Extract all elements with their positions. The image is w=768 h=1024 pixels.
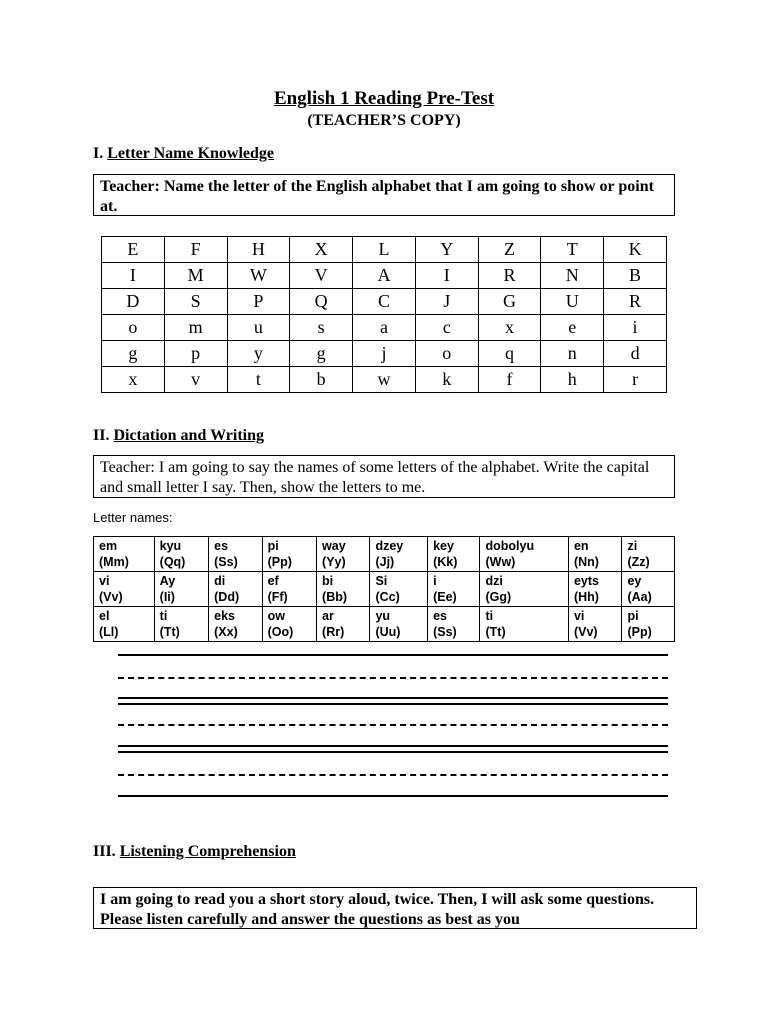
letter-pair: (Rr) (322, 625, 345, 639)
letter-name: key (433, 539, 454, 553)
letter-name-cell (370, 607, 428, 642)
letter-cell: u (227, 315, 290, 341)
writing-line-solid (118, 654, 668, 656)
letter-cell: X (290, 237, 353, 263)
letter-cell: U (541, 289, 604, 315)
letter-name: ef (267, 574, 279, 588)
letter-cell: B (604, 263, 667, 289)
writing-line-dashed (118, 677, 668, 679)
letter-name-cell (568, 607, 621, 642)
letter-pair: (Zz) (627, 555, 650, 569)
letter-name: es (433, 609, 447, 623)
letter-cell: A (353, 263, 416, 289)
letter-cell: T (541, 237, 604, 263)
letter-pair: (Ww) (485, 555, 516, 569)
letter-pair: (Pp) (627, 625, 652, 639)
letter-pair: (Ss) (433, 625, 457, 639)
letter-name: ti (485, 609, 494, 623)
letter-cell: f (478, 367, 541, 393)
writing-line-solid (118, 795, 668, 797)
letter-name-cell (262, 572, 316, 607)
letter-name-cell (154, 607, 208, 642)
letter-name: pi (267, 539, 279, 553)
letter-name: vi (99, 574, 110, 588)
letter-cell: p (164, 341, 227, 367)
letter-name-cell (480, 537, 569, 572)
letter-names-row (94, 572, 675, 607)
letter-name: way (322, 539, 346, 553)
letter-cell: q (478, 341, 541, 367)
letter-name-cell (428, 537, 480, 572)
letter-grid-row (102, 263, 667, 289)
letter-name: el (99, 609, 110, 623)
letter-name: em (99, 539, 118, 553)
letter-cell: R (478, 263, 541, 289)
letter-names-label: Letter names: (93, 510, 173, 525)
letter-pair: (Yy) (322, 555, 346, 569)
letter-name-cell (94, 607, 155, 642)
letter-cell: K (604, 237, 667, 263)
letter-name: es (214, 539, 229, 553)
letter-cell: j (353, 341, 416, 367)
letter-pair: (Pp) (267, 555, 292, 569)
letter-name-cell (428, 607, 480, 642)
writing-line-solid (118, 703, 668, 705)
letter-grid-row (102, 367, 667, 393)
letter-cell: F (164, 237, 227, 263)
letter-cell: L (353, 237, 416, 263)
letter-cell: Z (478, 237, 541, 263)
letter-pair: (Nn) (573, 555, 599, 569)
letter-name: pi (627, 609, 639, 623)
letter-name: dzi (485, 574, 503, 588)
letter-pair: (Uu) (375, 625, 401, 639)
section-1-heading (93, 145, 274, 163)
letter-cell: y (227, 341, 290, 367)
letter-name: eyts (573, 574, 600, 588)
letter-name: yu (375, 609, 391, 623)
letter-name-cell (209, 607, 262, 642)
letter-name: dobolyu (485, 539, 535, 553)
letter-pair: (Vv) (99, 590, 123, 604)
letter-pair: (Ss) (214, 555, 238, 569)
letter-cell: r (604, 367, 667, 393)
letter-pair: (Xx) (214, 625, 238, 639)
section-1-title: Letter Name Knowledge (107, 145, 275, 162)
letter-cell: Y (415, 237, 478, 263)
letter-name-cell (317, 537, 370, 572)
letter-name-cell (317, 607, 370, 642)
letter-pair: (Ll) (99, 625, 119, 639)
letter-pair: (Aa) (627, 590, 652, 604)
letter-cell: w (353, 367, 416, 393)
letter-pair: (Bb) (322, 590, 348, 604)
letter-cell: S (164, 289, 227, 315)
letter-cell: M (164, 263, 227, 289)
letter-grid-row (102, 341, 667, 367)
section-2-number: II. (93, 427, 110, 444)
letter-grid-row (102, 289, 667, 315)
letter-cell: G (478, 289, 541, 315)
letter-pair: (Dd) (214, 590, 240, 604)
letter-name-cell (262, 607, 316, 642)
section-1-instruction: Teacher: Name the letter of the English alphabet that I am going to show or point at. (93, 174, 675, 216)
letter-cell: e (541, 315, 604, 341)
letter-cell: I (102, 263, 165, 289)
letter-cell: N (541, 263, 604, 289)
letter-names-row (94, 537, 675, 572)
letter-cell: V (290, 263, 353, 289)
writing-line-solid (118, 751, 668, 753)
letter-name: Ay (159, 574, 176, 588)
section-3-instruction: I am going to read you a short story aloud, twice. Then, I will ask some questions. Please listen carefully and answer the questions as best as you (93, 887, 697, 929)
letter-name: zi (627, 539, 638, 553)
letter-name: bi (322, 574, 334, 588)
letter-cell: H (227, 237, 290, 263)
letter-name: ey (627, 574, 642, 588)
letter-pair: (Oo) (267, 625, 294, 639)
letter-cell: x (102, 367, 165, 393)
letter-cell: g (102, 341, 165, 367)
letter-name-cell (622, 572, 675, 607)
writing-line-solid (118, 745, 668, 747)
letter-cell: I (415, 263, 478, 289)
letter-cell: v (164, 367, 227, 393)
letter-name-cell (622, 607, 675, 642)
letter-pair: (Tt) (485, 625, 506, 639)
letter-cell: i (604, 315, 667, 341)
letter-cell: k (415, 367, 478, 393)
letter-name-cell (428, 572, 480, 607)
letter-grid-row (102, 237, 667, 263)
letter-pair: (Ii) (159, 590, 175, 604)
letter-name-cell (154, 537, 208, 572)
letter-name-cell (317, 572, 370, 607)
letter-cell: C (353, 289, 416, 315)
letter-name-cell (480, 572, 569, 607)
letter-name-cell (154, 572, 208, 607)
letter-name: kyu (159, 539, 182, 553)
letter-name: ow (267, 609, 285, 623)
letter-pair: (Ee) (433, 590, 457, 604)
letter-cell: d (604, 341, 667, 367)
letter-name-cell (94, 537, 155, 572)
letter-name: di (214, 574, 226, 588)
letter-pair: (Mm) (99, 555, 129, 569)
letter-grid-row (102, 315, 667, 341)
letter-cell: a (353, 315, 416, 341)
writing-line-solid (118, 697, 668, 699)
letter-cell: o (102, 315, 165, 341)
letter-name-cell (262, 537, 316, 572)
letter-pair: (Vv) (573, 625, 598, 639)
letter-pair: (Gg) (485, 590, 512, 604)
letter-cell: P (227, 289, 290, 315)
section-2-instruction: Teacher: I am going to say the names of some letters of the alphabet. Write the capital and small letter I say. Then, show the letters to me. (93, 455, 675, 498)
letter-name: dzey (375, 539, 404, 553)
section-2-heading (93, 427, 264, 445)
letter-name: i (433, 574, 437, 588)
letter-cell: W (227, 263, 290, 289)
letter-cell: R (604, 289, 667, 315)
letter-name: ar (322, 609, 334, 623)
letter-name-cell (480, 607, 569, 642)
letter-cell: c (415, 315, 478, 341)
letter-name-cell (209, 572, 262, 607)
letter-name-cell (370, 537, 428, 572)
letter-cell: m (164, 315, 227, 341)
letter-pair: (Ff) (267, 590, 288, 604)
writing-line-dashed (118, 774, 668, 776)
page-subtitle: (TEACHER’S COPY) (307, 112, 461, 129)
section-3-number: III. (93, 843, 116, 860)
letter-name-cell (568, 572, 621, 607)
letter-cell: b (290, 367, 353, 393)
section-2-title: Dictation and Writing (113, 427, 264, 444)
letter-cell: Q (290, 289, 353, 315)
letter-name: vi (573, 609, 585, 623)
letter-cell: s (290, 315, 353, 341)
page-title: English 1 Reading Pre-Test (273, 88, 495, 109)
letter-names-row (94, 607, 675, 642)
section-1-number: I. (93, 145, 104, 162)
letter-name: Si (375, 574, 388, 588)
letter-pair: (Qq) (159, 555, 186, 569)
letter-cell: o (415, 341, 478, 367)
letter-pair: (Jj) (375, 555, 395, 569)
letter-name-cell (94, 572, 155, 607)
letter-pair: (Tt) (159, 625, 180, 639)
letter-cell: E (102, 237, 165, 263)
letter-grid (101, 236, 667, 393)
letter-pair: (Hh) (573, 590, 599, 604)
letter-name: en (573, 539, 589, 553)
letter-pair: (Kk) (433, 555, 458, 569)
letter-cell: D (102, 289, 165, 315)
letter-name-cell (370, 572, 428, 607)
letter-name: eks (214, 609, 235, 623)
letter-pair: (Cc) (375, 590, 400, 604)
letter-cell: t (227, 367, 290, 393)
letter-cell: g (290, 341, 353, 367)
letter-cell: x (478, 315, 541, 341)
section-3-title: Listening Comprehension (119, 843, 296, 860)
letter-name-cell (568, 537, 621, 572)
letter-name-cell (622, 537, 675, 572)
letter-cell: J (415, 289, 478, 315)
letter-name: ti (159, 609, 168, 623)
writing-line-dashed (118, 724, 668, 726)
section-3-heading (93, 843, 296, 861)
letter-cell: h (541, 367, 604, 393)
letter-name-cell (209, 537, 262, 572)
letter-names-table (93, 536, 675, 642)
letter-cell: n (541, 341, 604, 367)
